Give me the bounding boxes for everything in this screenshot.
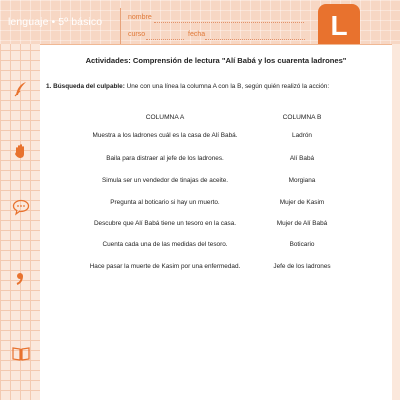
badge-letter: L (330, 10, 348, 41)
column-b-item[interactable]: Jefe de los ladrones (273, 263, 331, 270)
instruction-number: 1. (46, 83, 52, 90)
column-a-item[interactable]: Hace pasar la muerte de Kasim por una enfermedad. (89, 263, 241, 270)
grade-name: 5º básico (58, 16, 103, 28)
column-b-header: COLUMNA B (282, 114, 322, 121)
subject-label (8, 16, 102, 28)
date-label: fecha (188, 31, 206, 38)
instruction-text: Une con una línea la columna A con la B, según quién realizó la acción: (124, 83, 330, 90)
column-b-item[interactable]: Alí Babá (289, 155, 315, 162)
column-b-item[interactable]: Mujer de Kasim (279, 199, 325, 206)
header-rule (40, 44, 392, 45)
book-icon (12, 344, 30, 362)
course-label: curso (128, 31, 146, 38)
name-field[interactable] (154, 22, 304, 23)
column-a-item[interactable]: Muestra a los ladrones cuál es la casa de Alí Babá. (92, 132, 238, 139)
course-field[interactable] (146, 39, 184, 40)
quill-icon (12, 80, 30, 98)
column-b-item[interactable]: Boticario (289, 241, 315, 248)
name-label: nombre (128, 14, 152, 21)
column-a-item[interactable]: Simula ser un vendedor de tinajas de aceite. (101, 177, 229, 184)
right-margin-strip (392, 0, 400, 400)
instruction (46, 83, 386, 90)
column-b-item[interactable]: Morgiana (288, 177, 316, 184)
column-a-item[interactable]: Baila para distraer al jefe de los ladrones. (106, 155, 224, 162)
worksheet-header (0, 0, 400, 44)
subject-name: lenguaje (8, 16, 49, 28)
subject-badge (318, 4, 360, 44)
column-a-item[interactable]: Descubre que Alí Babá tiene un tesoro en la casa. (93, 220, 237, 227)
column-a-item[interactable]: Cuenta cada una de las medidas del tesoro. (102, 241, 228, 248)
page-title: Actividades: Comprensión de lectura "Alí Babá y los cuarenta ladrones" (85, 56, 347, 65)
column-b-item[interactable]: Mujer de Alí Babá (276, 220, 328, 227)
column-b-item[interactable]: Ladrón (292, 132, 312, 139)
header-divider (120, 8, 121, 44)
instruction-lead: Búsqueda del culpable: (53, 83, 125, 90)
hand-icon (12, 142, 30, 160)
subject-separator: • (51, 16, 56, 28)
comma-icon (12, 270, 30, 288)
column-a-item[interactable]: Pregunta al boticario si hay un muerto. (110, 199, 220, 206)
column-a-header: COLUMNA A (145, 114, 185, 121)
date-field[interactable] (205, 39, 305, 40)
speech-bubble-icon (12, 198, 30, 216)
